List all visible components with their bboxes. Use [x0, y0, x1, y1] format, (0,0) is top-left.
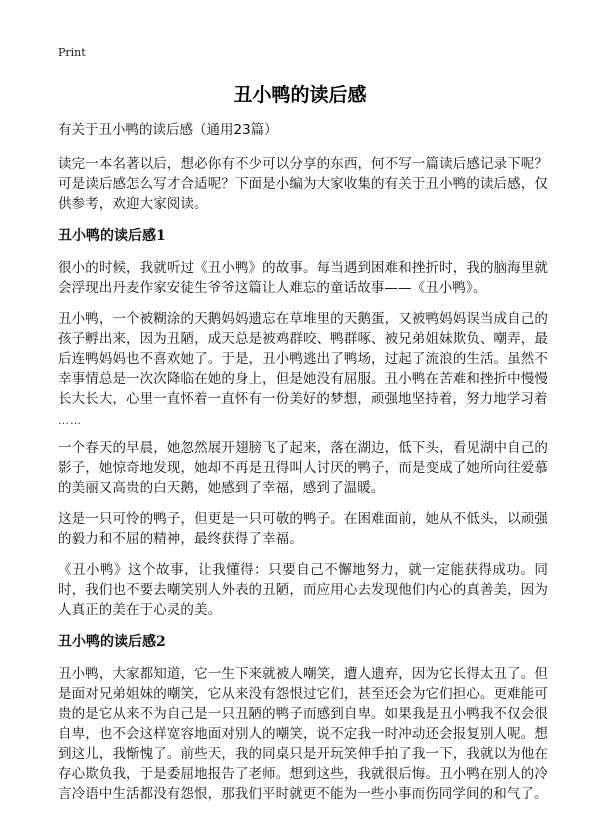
section-heading-2: 丑小鸭的读后感2	[58, 634, 166, 650]
paragraph: 丑小鸭，大家都知道，它一生下来就被人嘲笑，遭人遗弃，因为它长得太丑了。但是面对兄弟姐妹的嘲笑，它从来没有怨恨过它们，甚至还会为它们担心。更难能可贵的是它从来不为自己是一只丑陋的鸭子而感到自卑。如果我是丑小鸭我不仅会很自卑，也不会这样宽容地面对别人的嘲笑，说不定我一时冲动还会报复别人呢。想到这儿，我惭愧了。前些天，我的同桌只是开玩笑伸手拍了我一下，我就以为他在存心欺负我，于是委屈地报告了老师。想到这些，我就很后悔。丑小鸭在别人的冷言冷语中生活都没有怨恨，那我们平时就更不能为一些小事而伤同学间的和气了。	[58, 666, 548, 802]
page-title: 丑小鸭的读后感	[233, 84, 367, 106]
paragraph: 丑小鸭，一个被糊涂的天鹅妈妈遗忘在草堆里的天鹅蛋，又被鸭妈妈误当成自己的孩子孵出来，因为丑陋，成天总是被鸡群咬、鸭群啄、被兄弟姐妹欺负、嘲弄，最后连鸭妈妈也不喜欢她了。于是，丑小鸭逃出了鸭场，过起了流浪的生活。虽然不幸事情总是一次次降临在她的身上，但是她没有屈服。丑小鸭在苦难和挫折中慢慢长大长大，心里一直怀着一直怀有一份美好的梦想，顽强地坚持着，努力地学习着	[58, 311, 548, 407]
paragraph: 很小的时候，我就听过《丑小鸭》的故事。每当遇到困难和挫折时，我的脑海里就会浮现出丹麦作家安徒生爷爷这篇让人难忘的童话故事——《丑小鸭》。	[58, 260, 548, 296]
article-body	[58, 120, 548, 815]
paragraph: 这是一只可怜的鸭子，但更是一只可敬的鸭子。在困难面前，她从不低头，以顽强的毅力和不屈的精神，最终获得了幸福。	[58, 511, 548, 547]
section-heading-1: 丑小鸭的读后感1	[58, 228, 166, 244]
paragraph: 一个春天的早晨，她忽然展开翅膀飞了起来，落在湖边，低下头，看见湖中自己的影子，她惊奇地发现，她却不再是丑得叫人讨厌的鸭子，而是变成了她所向往爱慕的美丽又高贵的白天鹅，她感到了幸福，感到了温暖。	[58, 440, 548, 496]
article-subtitle: 有关于丑小鸭的读后感（通用23篇）	[58, 122, 278, 138]
ellipsis: ……	[58, 414, 82, 427]
print-link[interactable]: Print	[58, 46, 86, 59]
intro-paragraph: 读完一本名著以后，想必你有不少可以分享的东西，何不写一篇读后感记录下呢？可是读后感怎么写才合适呢？下面是小编为大家收集的有关于丑小鸭的读后感，仅供参考，欢迎大家阅读。	[58, 156, 548, 212]
paragraph: 《丑小鸭》这个故事，让我懂得：只要自己不懈地努力，就一定能获得成功。同时，我们也不要去嘲笑别人外表的丑陋，而应用心去发现他们内心的真善美，因为人真正的美在于心灵的美。	[58, 562, 548, 618]
